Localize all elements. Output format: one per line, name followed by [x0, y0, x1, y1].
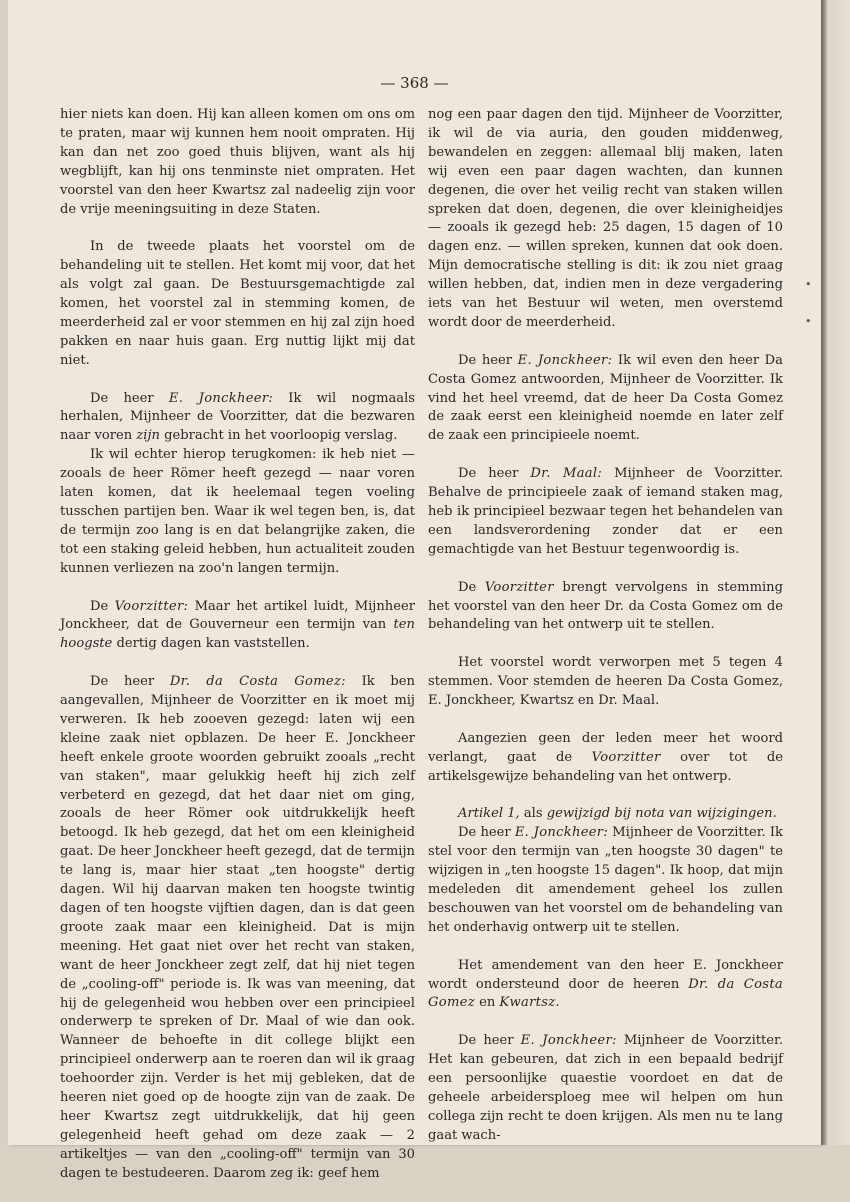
speaker-paragraph: De heer E. Jonckheer: Ik wil even den heer Da Costa Gomez antwoorden, Mijnheer de Voorzitter. Ik vind het heel vreemd, dat de heer Da Costa Gomez de zaak eerst een kleinigheid noemde en later zelf de zaak een principieele noemt.: [428, 352, 783, 444]
speaker-name: Voorzitter:: [114, 598, 189, 614]
speaker-paragraph: De heer Dr. Maal: Mijnheer de Voorzitter. Behalve de principieele zaak of iemand staken mag, heb ik principieel bezwaar tegen het behandelen van een landsverordening zonder dat er een gemachtigde van het Bestuur tegenwoordig is.: [428, 466, 784, 557]
speaker-name: E. Jonckheer:: [514, 825, 609, 841]
left-column: [60, 106, 415, 1202]
article-heading: Artikel 1, als gewijzigd bij nota van wijzigingen.: [458, 806, 777, 822]
speaker-name: Voorzitter: [591, 749, 661, 765]
paragraph: In de tweede plaats het voorstel om de behandeling uit te stellen. Het komt mij voor, dat het als volgt zal gaan. De Bestuursgemachtigde zal komen, het voorstel zal in stemming komen, de meerderheid zal er voor stemmen en hij zal zijn hoed pakken en naar huis gaan. Erg nuttig lijkt mij dat niet.: [60, 239, 415, 368]
right-column: [428, 106, 783, 1165]
margin-mark: •: [805, 278, 812, 291]
speaker-name: E. Jonckheer:: [520, 1033, 617, 1049]
speaker-name: Dr. Maal:: [530, 466, 603, 482]
document-page: [8, 0, 821, 1181]
paragraph: nog een paar dagen den tijd. Mijnheer de Voorzitter, ik wil de via auria, den gouden middenweg, bewandelen en zeggen: allemaal blij maken, laten wij even een paar dagen wachten, dan kunnen degenen, die over het veilig recht van staken willen spreken dat doen, degenen, die over kleinigheidjes — zooals ik gezegd heb: 25 dagen, 15 dagen of 10 dagen enz. — willen spreken, kunnen dat ook doen. Mijn democratische stelling is dit: ik zou niet graag willen hebben, dat, indien men in deze vergadering iets van het Bestuur wil weten, men overstemd wordt door de meerderheid.: [428, 107, 783, 330]
speaker-paragraph: De heer Dr. da Costa Gomez: Ik ben aangevallen, Mijnheer de Voorzitter en ik moet mij verweren. Ik heb zooeven gezegd: laten wij een kleine zaak niet opblazen. De heer E. Jonckheer heeft enkele groote woorden gebruikt zooals „recht van staken", maar gelukkig heeft hij zich zelf verbeterd en gezegd, dat het daar niet om ging, zooals de heer Römer ook uitdrukkelijk heeft betoogd. Ik heb gezegd, dat het om een kleinigheid gaat. De heer Jonckheer heeft gezegd, dat de termijn te lang is, maar hier staat „ten hoogste" dertig dagen. Wil hij daarvan maken ten hoogste twintig dagen of ten hoogste vijftien dagen, dan is dat geen groote zaak maar een kleinigheid. Dat is mijn meening. Het gaat niet over het recht van staken, want de heer Jonckheer zegt zelf, dat hij niet tegen de „cooling-off" periode is. Ik was van meening, dat hij de gelegenheid wou hebben over een principieel onderwerp te spreken of Dr. Maal of wie dan ook. Wanneer de behoefte in dit college blijkt een principieel onderwerp aan te roeren dan wil ik graag toehoorder zijn. Verder is het mij gebleken, dat de heeren niet goed op de hoogte zijn van de zaak. De heer Kwartsz zegt uitdrukkelijk, dat hij geen gelegenheid heeft gehad om deze zaak — 2 artikeltjes — van den „cooling-off" termijn van 30 dagen te bestudeeren. Daarom zeg ik: geef hem: [60, 674, 415, 1181]
speaker-name: E. Jonckheer:: [517, 352, 613, 368]
speaker-name: E. Jonckheer:: [168, 390, 274, 406]
speaker-name: Kwartsz.: [499, 995, 560, 1011]
page-number: — 368 —: [380, 74, 449, 92]
speaker-paragraph: De heer E. Jonckheer: Mijnheer de Voorzitter. Het kan gebeuren, dat zich in een bepaald bedrijf een persoonlijke quaestie voordoet en dat de geheele arbeidersploeg mee wil helpen om hun collega zijn recht te doen krijgen. Als men nu te lang gaat wach-: [428, 1033, 784, 1143]
speaker-name: Dr. da Costa Gomez: [428, 976, 783, 1011]
speaker-paragraph: De Voorzitter: Maar het artikel luidt, Mijnheer Jonckheer, dat de Gouverneur een termijn van ten hoogste dertig dagen kan vaststellen.: [60, 598, 415, 652]
speaker-paragraph: De heer E. Jonckheer: Mijnheer de Voorzitter. Ik stel voor den termijn van „ten hoogste 30 dagen" te wijzigen in „ten hoogste 15 dagen". Ik hoop, dat mijn medeleden dit amendement geheel los zullen beschouwen van het voorstel om de behandeling van het onderhavig ontwerp uit te stellen.: [428, 825, 783, 935]
next-page-edge: [821, 0, 850, 1145]
paragraph: Aangezien geen der leden meer het woord verlangt, gaat de Voorzitter over tot de artikelsgewijze behandeling van het ontwerp.: [428, 730, 784, 784]
speaker-paragraph: De Voorzitter brengt vervolgens in stemming het voorstel van den heer Dr. da Costa Gomez om de behandeling van het ontwerp uit te stellen.: [428, 579, 783, 633]
paragraph: hier niets kan doen. Hij kan alleen komen om ons om te praten, maar wij kunnen hem nooit ompraten. Hij kan dan net zoo goed thuis blijven, want als hij wegblijft, kan hij ons tenminste niet ompraten. Het voorstel van den heer Kwartsz zal nadeelig zijn voor de vrije meeningsuiting in deze Staten.: [60, 107, 415, 217]
paragraph: Het amendement van den heer E. Jonckheer wordt ondersteund door de heeren Dr. da Costa Gomez en Kwartsz.: [428, 957, 783, 1011]
paragraph: Het voorstel wordt verworpen met 5 tegen 4 stemmen. Voor stemden de heeren Da Costa Gomez, E. Jonckheer, Kwartsz en Dr. Maal.: [428, 655, 783, 709]
speaker-paragraph: De heer E. Jonckheer: Ik wil nogmaals herhalen, Mijnheer de Voorzitter, dat die bezwaren naar voren zijn gebracht in het voorloopig verslag.: [60, 390, 416, 444]
paragraph: Ik wil echter hierop terugkomen: ik heb niet — zooals de heer Römer heeft gezegd — naar voren laten komen, dat ik heelemaal tegen voeling tusschen partijen ben. Waar ik wel tegen ben, is, dat de termijn zoo lang is en dat belangrijke zaken, die tot een staking geleid hebben, hun actualiteit zouden kunnen verliezen na zoo'n langen termijn.: [60, 447, 415, 576]
speaker-name: Voorzitter: [484, 579, 554, 595]
margin-mark: •: [805, 315, 812, 328]
speaker-name: Dr. da Costa Gomez:: [169, 674, 346, 690]
